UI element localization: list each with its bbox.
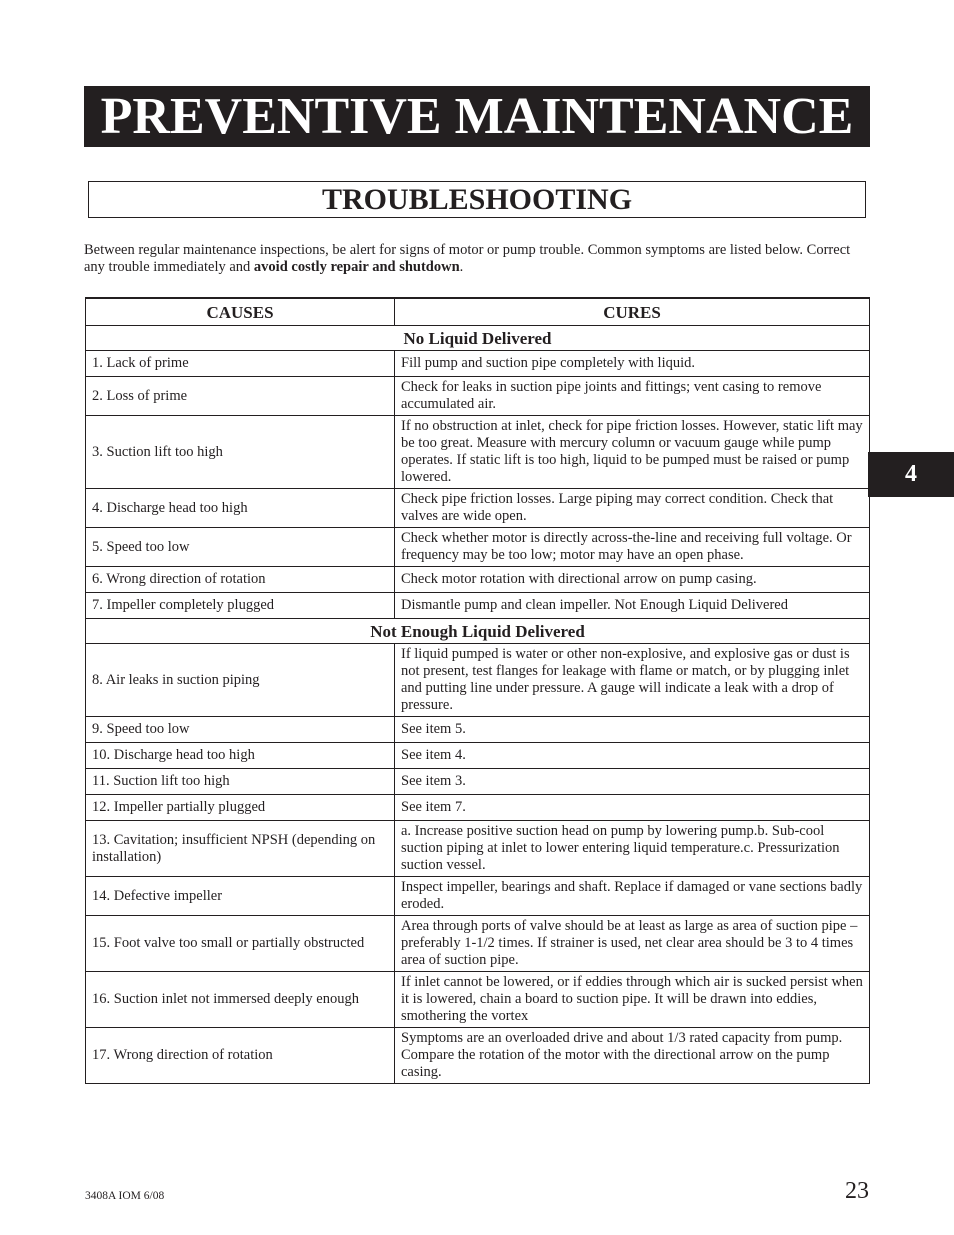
table-row	[86, 416, 870, 489]
cause-cell: 15. Foot valve too small or partially obstructed	[86, 916, 395, 972]
chapter-tab: 4	[868, 452, 954, 497]
cure-cell: Inspect impeller, bearings and shaft. Replace if damaged or vane sections badly eroded.	[395, 877, 870, 916]
section-title: No Liquid Delivered	[86, 326, 870, 351]
cure-cell: Dismantle pump and clean impeller. Not Enough Liquid Delivered	[395, 593, 870, 619]
table-row	[86, 877, 870, 916]
intro-text: Between regular maintenance inspections, be alert for signs of motor or pump trouble. Common symptoms are listed below. Correct any trouble immediately and	[84, 242, 851, 275]
cause-cell: 10. Discharge head too high	[86, 743, 395, 769]
cause-cell: 17. Wrong direction of rotation	[86, 1028, 395, 1084]
page-number: 23	[845, 1178, 869, 1204]
cure-cell: If inlet cannot be lowered, or if eddies through which air is sucked persist when it is lowered, chain a board to suction pipe. It will be drawn into eddies, smothering the vortex	[395, 972, 870, 1028]
section-title: Not Enough Liquid Delivered	[86, 619, 870, 644]
cure-cell: Check whether motor is directly across-the-line and receiving full voltage. Or frequency may be too low; motor may have an open phase.	[395, 528, 870, 567]
cure-cell: Check motor rotation with directional arrow on pump casing.	[395, 567, 870, 593]
cause-cell: 7. Impeller completely plugged	[86, 593, 395, 619]
table-row	[86, 351, 870, 377]
cure-cell: Area through ports of valve should be at least as large as area of suction pipe – preferably 1-1/2 times. If strainer is used, net clear area should be 3 to 4 times area of suction pipe.	[395, 916, 870, 972]
section-title: TROUBLESHOOTING	[88, 181, 866, 218]
cause-cell: 3. Suction lift too high	[86, 416, 395, 489]
table-row	[86, 916, 870, 972]
cure-cell: If no obstruction at inlet, check for pipe friction losses. However, static lift may be too great. Measure with mercury column or vacuum gauge while pump operates. If static lift is too high, liquid to be pumped must be raised or pump lowered.	[395, 416, 870, 489]
table-row	[86, 1028, 870, 1084]
table-row	[86, 769, 870, 795]
document-code: 3408A IOM 6/08	[85, 1190, 165, 1202]
section-row	[86, 619, 870, 644]
cure-cell: See item 7.	[395, 795, 870, 821]
table-row	[86, 377, 870, 416]
cause-cell: 11. Suction lift too high	[86, 769, 395, 795]
page-title-banner: PREVENTIVE MAINTENANCE	[84, 86, 870, 147]
section-row	[86, 326, 870, 351]
table-row	[86, 644, 870, 717]
cure-cell: See item 5.	[395, 717, 870, 743]
intro-paragraph	[84, 242, 874, 276]
table-row	[86, 821, 870, 877]
cause-cell: 5. Speed too low	[86, 528, 395, 567]
cure-cell: See item 4.	[395, 743, 870, 769]
table-row	[86, 743, 870, 769]
cause-cell: 12. Impeller partially plugged	[86, 795, 395, 821]
table-row	[86, 795, 870, 821]
table-row	[86, 593, 870, 619]
troubleshooting-table	[85, 297, 870, 1084]
table-row	[86, 972, 870, 1028]
table-row	[86, 567, 870, 593]
intro-text-end: .	[459, 259, 464, 275]
cause-cell: 16. Suction inlet not immersed deeply enough	[86, 972, 395, 1028]
cures-header: CURES	[395, 298, 870, 326]
cure-cell: Symptoms are an overloaded drive and about 1/3 rated capacity from pump. Compare the rotation of the motor with the directional arrow on the pump casing.	[395, 1028, 870, 1084]
table-header-row	[86, 298, 870, 326]
table-row	[86, 717, 870, 743]
cause-cell: 14. Defective impeller	[86, 877, 395, 916]
causes-header: CAUSES	[86, 298, 395, 326]
cause-cell: 4. Discharge head too high	[86, 489, 395, 528]
cure-cell: If liquid pumped is water or other non-explosive, and explosive gas or dust is not present, test flanges for leakage with flame or match, or by plugging inlet and putting line under pressure. A gauge will indicate a leak with a drop of pressure.	[395, 644, 870, 717]
cure-cell: a. Increase positive suction head on pump by lowering pump.b. Sub-cool suction piping at inlet to lower entering liquid temperature.c. Pressurization suction vessel.	[395, 821, 870, 877]
cause-cell: 13. Cavitation; insufficient NPSH (depending on installation)	[86, 821, 395, 877]
cure-cell: Fill pump and suction pipe completely with liquid.	[395, 351, 870, 377]
intro-emphasis: avoid costly repair and shutdown	[253, 259, 460, 275]
table-row	[86, 528, 870, 567]
table-row	[86, 489, 870, 528]
cure-cell: Check for leaks in suction pipe joints and fittings; vent casing to remove accumulated air.	[395, 377, 870, 416]
cause-cell: 9. Speed too low	[86, 717, 395, 743]
cause-cell: 2. Loss of prime	[86, 377, 395, 416]
cure-cell: See item 3.	[395, 769, 870, 795]
cure-cell: Check pipe friction losses. Large piping may correct condition. Check that valves are wide open.	[395, 489, 870, 528]
cause-cell: 1. Lack of prime	[86, 351, 395, 377]
cause-cell: 6. Wrong direction of rotation	[86, 567, 395, 593]
cause-cell: 8. Air leaks in suction piping	[86, 644, 395, 717]
